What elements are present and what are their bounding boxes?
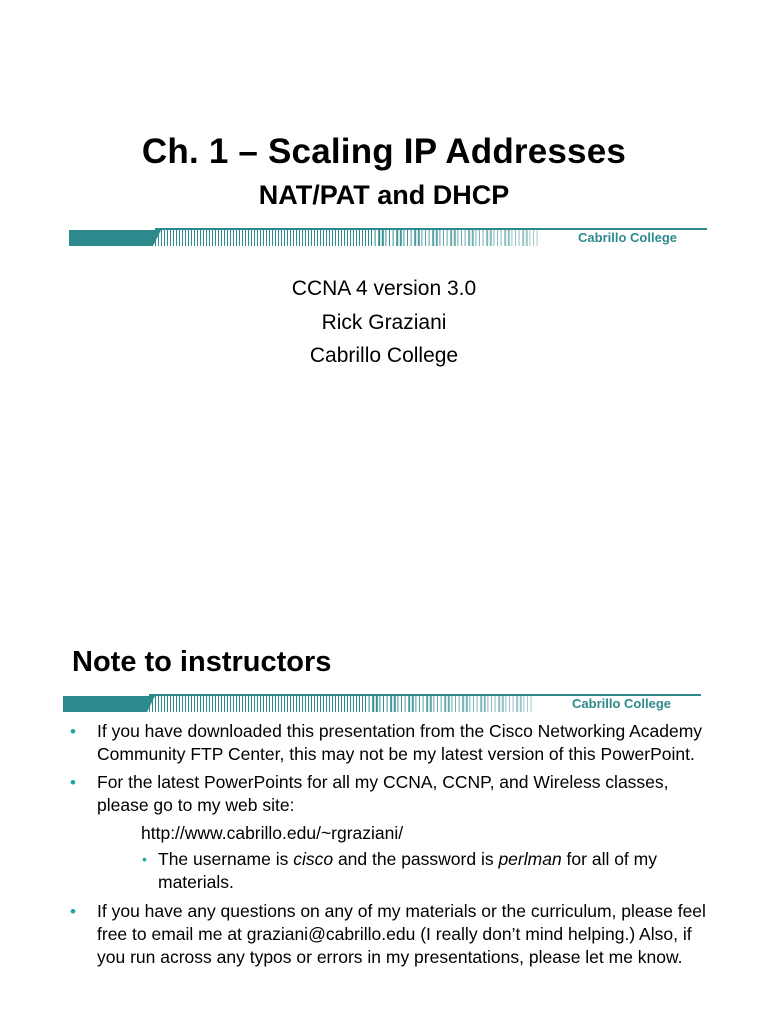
decorative-banner [63,694,701,714]
banner-college-label: Cabrillo College [578,230,677,245]
slide-title: Note to instructors [72,646,332,678]
bullet-icon: • [70,773,76,792]
slide-subtitle: NAT/PAT and DHCP [258,180,510,210]
course-line: CCNA 4 version 3.0 [291,277,477,300]
bullet-text: For the latest PowerPoints for all my CCNA, CCNP, and Wireless classes, please go to my web site: [97,772,669,815]
sub-bullet-text-2: and the password is [333,849,499,869]
author-line: Rick Graziani [321,310,447,334]
college-line: Cabrillo College [309,344,459,367]
sub-bullet-text-1: The username is [158,849,294,869]
list-item [70,900,720,969]
presenter-info [0,272,768,373]
username-value: cisco [293,849,334,869]
sub-list-item [70,848,720,894]
banner-college-label: Cabrillo College [572,696,671,711]
bullet-text: If you have downloaded this presentation from the Cisco Networking Academy Community FTP Center, this may not be my latest version of this PowerPoint. [97,721,703,764]
sub-bullet-text-3: for all of my materials. [158,849,657,892]
website-url[interactable]: http://www.cabrillo.edu/~rgraziani/ [141,823,404,843]
sub-bullet-icon: • [142,851,147,867]
list-item [70,771,720,817]
notes-slide [0,512,768,1024]
bullet-text: If you have any questions on any of my materials or the curriculum, please feel free to email me at graziani@cabrillo.edu (I really don’t mind helping.) Also, if you run across any typos or errors in my presentations, please let me know. [97,901,706,967]
list-item [70,720,720,766]
notes-list [70,720,720,974]
slide-title: Ch. 1 – Scaling IP Addresses [141,132,627,171]
password-value: perlman [498,849,562,869]
bullet-icon: • [70,722,76,741]
bullet-icon: • [70,902,76,921]
decorative-banner [69,228,707,248]
